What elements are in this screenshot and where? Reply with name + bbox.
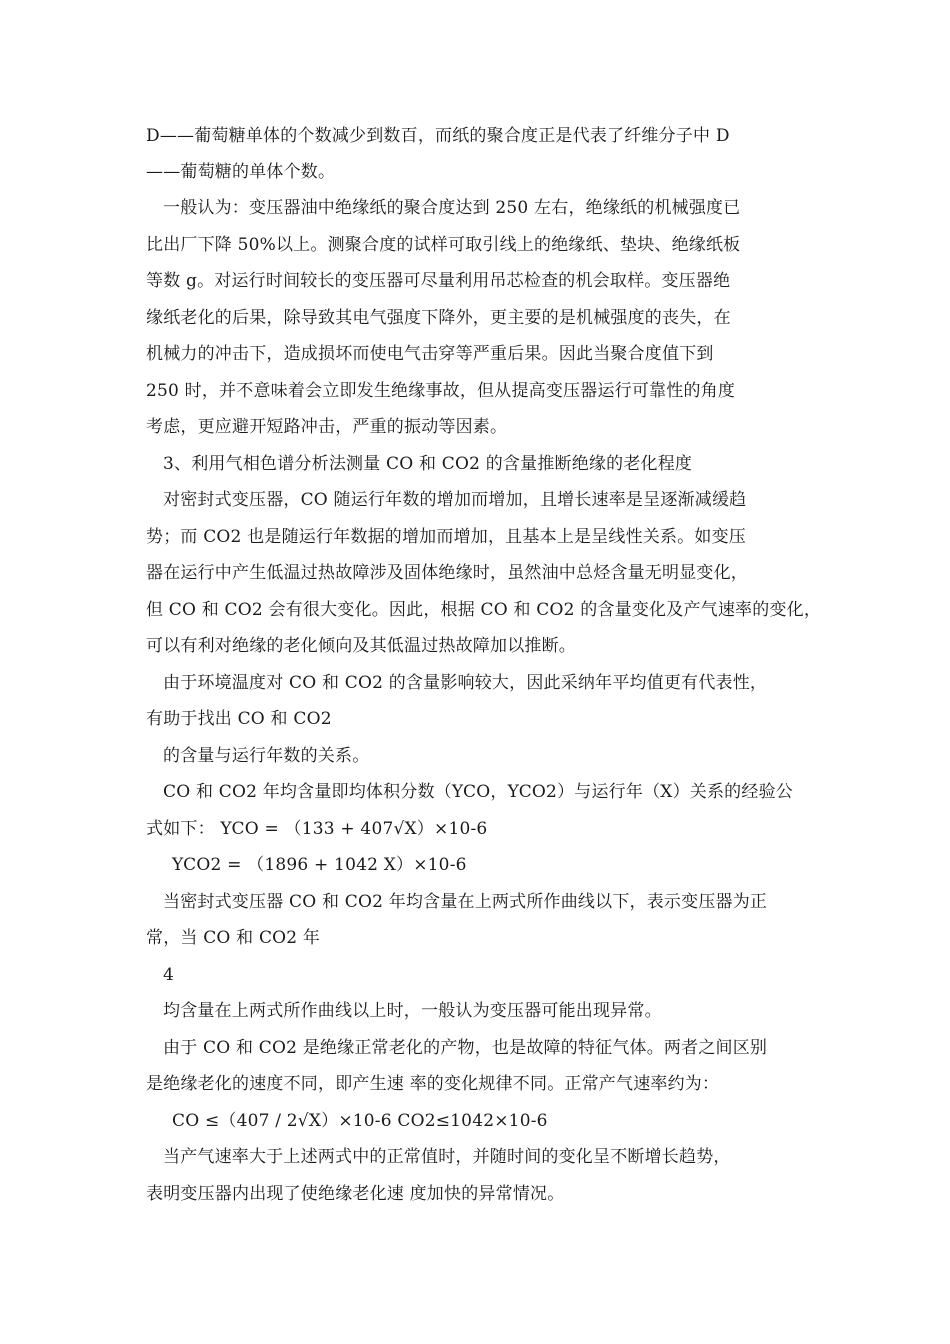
text-line: 但 CO 和 CO2 会有很大变化。因此，根据 CO 和 CO2 的含量变化及产气速率的变化， [146, 600, 822, 620]
text-line: CO 和 CO2 年均含量即均体积分数（YCO，YCO2）与运行年（X）关系的经验公 [163, 782, 793, 802]
text-line: 当密封式变压器 CO 和 CO2 年均含量在上两式所作曲线以下，表示变压器为正 [163, 892, 768, 912]
text-line: 缘纸老化的后果，除导致其电气强度下降外，更主要的是机械强度的丧失，在 [146, 308, 731, 328]
section-heading: 3、利用气相色谱分析法测量 CO 和 CO2 的含量推断绝缘的老化程度 [163, 454, 693, 474]
text-line: 当产气速率大于上述两式中的正常值时，并随时间的变化呈不断增长趋势， [163, 1147, 731, 1167]
text-line: 器在运行中产生低温过热故障涉及固体绝缘时，虽然油中总烃含量无明显变化， [146, 563, 748, 583]
page-number: 4 [163, 965, 175, 985]
text-line: 比出厂下降 50%以上。测聚合度的试样可取引线上的绝缘纸、垫块、绝缘纸板 [146, 235, 741, 255]
formula-line: 式如下： YCO = （133 + 407√X）×10-6 [146, 819, 488, 839]
text-line: 由于 CO 和 CO2 是绝缘正常老化的产物，也是故障的特征气体。两者之间区别 [163, 1038, 768, 1058]
text-line: 等数 g。对运行时间较长的变压器可尽量利用吊芯检查的机会取样。变压器绝 [146, 271, 731, 291]
text-line: 有助于找出 CO 和 CO2 [146, 709, 332, 729]
text-line: 一般认为：变压器油中绝缘纸的聚合度达到 250 左右，绝缘纸的机械强度已 [163, 198, 741, 218]
text-line: 机械力的冲击下，造成损坏而使电气击穿等严重后果。因此当聚合度值下到 [146, 344, 714, 364]
text-line: 是绝缘老化的速度不同，即产生速 率的变化规律不同。正常产气速率约为： [146, 1074, 720, 1094]
formula-line: YCO2 = （1896 + 1042 X）×10-6 [172, 855, 467, 875]
formula-line: CO ≤（407 / 2√X）×10-6 CO2≤1042×10-6 [172, 1111, 548, 1131]
text-line: 考虑，更应避开短路冲击，严重的振动等因素。 [146, 417, 508, 437]
text-line: 250 时，并不意味着会立即发生绝缘事故，但从提高变压器运行可靠性的角度 [146, 381, 736, 401]
text-line: 的含量与运行年数的关系。 [163, 746, 370, 766]
text-line: 势；而 CO2 也是随运行年数据的增加而增加，且基本上是呈线性关系。如变压 [146, 527, 746, 547]
text-line: 由于环境温度对 CO 和 CO2 的含量影响较大，因此采纳年平均值更有代表性， [163, 673, 768, 693]
text-line: 表明变压器内出现了使绝缘老化速 度加快的异常情况。 [146, 1184, 565, 1204]
text-line: 可以有利对绝缘的老化倾向及其低温过热故障加以推断。 [146, 636, 576, 656]
text-line: ——葡萄糖的单体个数。 [146, 162, 336, 182]
text-line: 均含量在上两式所作曲线以上时，一般认为变压器可能出现异常。 [163, 1001, 662, 1021]
text-line: 常，当 CO 和 CO2 年 [146, 928, 321, 948]
text-line: 对密封式变压器，CO 随运行年数的增加而增加，且增长速率是呈逐渐减缓趋 [163, 490, 747, 510]
text-line: D——葡萄糖单体的个数减少到数百，而纸的聚合度正是代表了纤维分子中 D [146, 126, 730, 146]
